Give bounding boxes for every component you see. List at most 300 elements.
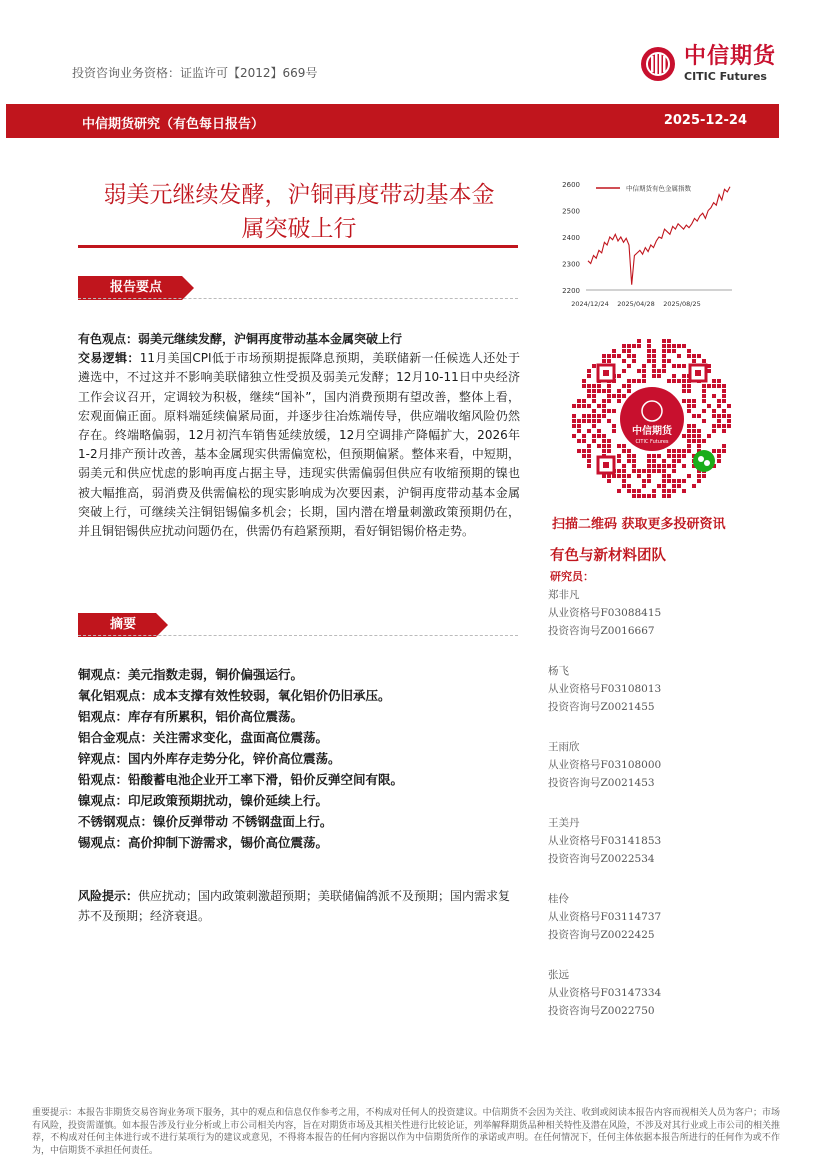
qr-module: [627, 459, 631, 463]
summary-heading: [78, 613, 518, 637]
qr-module: [712, 384, 716, 388]
analyst-name: 张远: [548, 969, 569, 981]
analyst-card: [548, 738, 661, 792]
qr-module: [727, 419, 731, 423]
qr-module: [627, 489, 631, 493]
qr-module: [662, 369, 666, 373]
qr-module: [652, 364, 656, 368]
qr-module: [582, 449, 586, 453]
qr-module: [697, 414, 701, 418]
qr-module: [692, 434, 696, 438]
analyst-cert: 从业资格号F03088415: [548, 607, 662, 619]
qr-module: [677, 344, 681, 348]
qr-module: [617, 469, 621, 473]
qr-module: [587, 449, 591, 453]
qr-module: [692, 424, 696, 428]
qr-module: [617, 394, 621, 398]
qr-module: [687, 429, 691, 433]
x-tick-label: 2024/12/24: [571, 300, 609, 308]
qr-module: [592, 434, 596, 438]
qr-module: [702, 394, 706, 398]
qr-module: [637, 339, 641, 343]
qr-module: [692, 429, 696, 433]
row-text: 美元指数走弱，铜价偏强运行。: [128, 667, 304, 682]
qr-module: [607, 399, 611, 403]
y-tick-label: 2200: [562, 287, 580, 295]
qr-module: [722, 414, 726, 418]
qr-module: [627, 349, 631, 353]
qr-module: [617, 489, 621, 493]
qr-module: [572, 419, 576, 423]
qr-module: [657, 484, 661, 488]
qr-module: [587, 429, 591, 433]
qr-module: [717, 454, 721, 458]
qr-module: [587, 374, 591, 378]
qr-center-cn: 中信期货: [632, 426, 672, 437]
qr-module: [627, 344, 631, 348]
qr-module: [722, 409, 726, 413]
qr-module: [632, 344, 636, 348]
qr-module: [692, 404, 696, 408]
qr-module: [717, 419, 721, 423]
header-banner: [6, 104, 779, 138]
qr-module: [662, 489, 666, 493]
qr-module: [672, 364, 676, 368]
qr-module: [627, 384, 631, 388]
qr-module: [617, 444, 621, 448]
qr-module: [722, 384, 726, 388]
row-text: 关注需求变化，盘面高位震荡。: [153, 730, 329, 745]
qr-module: [582, 439, 586, 443]
qr-module: [682, 449, 686, 453]
company-logo: [640, 44, 776, 83]
qr-module: [727, 404, 731, 408]
qr-module: [617, 389, 621, 393]
qr-module: [677, 449, 681, 453]
qr-module: [592, 409, 596, 413]
qr-module: [582, 379, 586, 383]
qr-module: [682, 379, 686, 383]
qr-module: [617, 474, 621, 478]
qr-module: [672, 379, 676, 383]
qr-module: [602, 409, 606, 413]
qr-module: [587, 414, 591, 418]
qr-module: [692, 439, 696, 443]
qr-module: [582, 419, 586, 423]
qr-module: [592, 424, 596, 428]
qr-module: [632, 489, 636, 493]
row-text: 印尼政策预期扰动，镍价延续上行。: [128, 793, 329, 808]
y-tick-label: 2500: [562, 207, 580, 216]
qr-module: [712, 429, 716, 433]
qr-module: [592, 394, 596, 398]
qr-module: [637, 369, 641, 373]
row-label: 镍观点：: [78, 793, 129, 808]
qr-module: [717, 424, 721, 428]
analyst-card: [548, 814, 661, 868]
qr-module: [637, 474, 641, 478]
qr-module: [602, 449, 606, 453]
row-label: 铅观点：: [78, 772, 129, 787]
qr-module: [702, 384, 706, 388]
qr-module: [627, 449, 631, 453]
qr-module: [597, 419, 601, 423]
qr-module: [702, 359, 706, 363]
qr-module: [672, 449, 676, 453]
qr-module: [617, 399, 621, 403]
analyst-card: [548, 662, 661, 716]
qr-module: [592, 439, 596, 443]
qr-module: [592, 384, 596, 388]
qr-module: [622, 444, 626, 448]
qr-module: [662, 344, 666, 348]
qr-module: [632, 359, 636, 363]
qr-module: [652, 459, 656, 463]
qr-module: [652, 469, 656, 473]
qr-module: [652, 349, 656, 353]
qr-module: [622, 394, 626, 398]
qr-module: [642, 479, 646, 483]
qr-module: [682, 479, 686, 483]
qr-module: [627, 474, 631, 478]
qr-module: [597, 404, 601, 408]
qr-module: [597, 414, 601, 418]
qr-module: [577, 404, 581, 408]
report-points-body: [78, 330, 520, 541]
qr-module: [642, 374, 646, 378]
qr-module: [657, 369, 661, 373]
qr-module: [647, 359, 651, 363]
analyst-advisory: 投资咨询号Z0021453: [548, 777, 655, 789]
qr-module: [627, 364, 631, 368]
qr-module: [697, 474, 701, 478]
qr-module: [647, 454, 651, 458]
qr-module: [607, 409, 611, 413]
report-points-heading: [78, 276, 518, 300]
qr-module: [592, 419, 596, 423]
qr-module: [707, 434, 711, 438]
qr-module: [667, 344, 671, 348]
qr-module: [582, 404, 586, 408]
qr-module: [612, 429, 616, 433]
qr-module: [647, 339, 651, 343]
qr-module: [647, 354, 651, 358]
qr-module: [697, 444, 701, 448]
qr-module: [687, 449, 691, 453]
qr-module: [607, 359, 611, 363]
qr-module: [702, 389, 706, 393]
qr-module: [667, 454, 671, 458]
qr-module: [712, 449, 716, 453]
qr-module: [622, 449, 626, 453]
analyst-cert: 从业资格号F03108013: [548, 683, 662, 695]
qr-module: [572, 434, 576, 438]
summary-row-alumina: [78, 685, 520, 706]
row-label: 氧化铝观点：: [78, 688, 154, 703]
qr-module: [582, 454, 586, 458]
qr-module: [602, 434, 606, 438]
row-label: 铝合金观点：: [78, 730, 154, 745]
qr-module: [587, 464, 591, 468]
qr-module: [662, 464, 666, 468]
logic-paragraph: [78, 349, 520, 541]
series-line: [588, 187, 730, 285]
qr-module: [687, 434, 691, 438]
analyst-name: 郑非凡: [548, 589, 580, 601]
qr-module: [687, 354, 691, 358]
qr-module: [637, 344, 641, 348]
qr-module: [607, 444, 611, 448]
row-text: 成本支撑有效性较弱，氧化铝价仍旧承压。: [153, 688, 391, 703]
qr-module: [652, 494, 656, 498]
analyst-name: 王美丹: [548, 817, 580, 829]
qr-module: [672, 484, 676, 488]
qr-module: [647, 494, 651, 498]
qr-module: [682, 374, 686, 378]
qr-module: [587, 419, 591, 423]
qr-module: [682, 364, 686, 368]
qr-module: [672, 489, 676, 493]
analyst-name: 桂伶: [548, 893, 569, 905]
qr-module: [602, 359, 606, 363]
qr-module: [582, 434, 586, 438]
qr-module: [607, 354, 611, 358]
qr-module: [662, 359, 666, 363]
summary-row-copper: [78, 664, 520, 685]
qr-module: [677, 454, 681, 458]
view-label: 有色观点：: [78, 332, 139, 346]
qr-module: [607, 389, 611, 393]
qr-module: [647, 344, 651, 348]
qr-module: [577, 439, 581, 443]
qr-module: [667, 494, 671, 498]
qr-module: [607, 439, 611, 443]
qr-module: [707, 404, 711, 408]
analyst-cert: 从业资格号F03141853: [548, 835, 662, 847]
qr-module: [682, 399, 686, 403]
qr-module: [682, 389, 686, 393]
qr-module: [672, 479, 676, 483]
qr-module: [667, 449, 671, 453]
qr-module: [602, 399, 606, 403]
qr-module: [677, 484, 681, 488]
qr-module: [702, 419, 706, 423]
qr-module: [667, 474, 671, 478]
qr-module: [717, 449, 721, 453]
qr-finder-core: [603, 370, 609, 376]
analyst-card: [548, 890, 661, 944]
qr-module: [697, 439, 701, 443]
qr-module: [642, 364, 646, 368]
qr-module: [637, 494, 641, 498]
qr-module: [662, 364, 666, 368]
qr-module: [587, 454, 591, 458]
qr-module: [632, 464, 636, 468]
qr-module: [572, 414, 576, 418]
qr-module: [717, 404, 721, 408]
analyst-advisory: 投资咨询号Z0022750: [548, 1005, 655, 1017]
qr-module: [602, 439, 606, 443]
disclaimer: 重要提示：本报告非期货交易咨询业务项下服务，其中的观点和信息仅作参考之用，不构成对任何人的投资建议。中信期货不会因为关注、收到或阅读本报告内容而视相关人员为客户；市场有风险，投资需谨慎。如本报告涉及行业分析或上市公司相关内容，旨在对期货市场及其相关性进行比较论证，列举解释期货品种相关特性及潜在风险，不涉及对其行业或上市公司的相关推荐，不构成对任何主体进行或不进行某项行为的建议或意见，不得将本报告的任何内容据以作为中信期货所作的承诺或声明。在任何情况下，任何主体依据本报告所进行的任何作为或不作为，中信期货不承担任何责任。: [32, 1108, 780, 1156]
qr-module: [572, 404, 576, 408]
qr-module: [677, 459, 681, 463]
qr-module: [707, 384, 711, 388]
qr-module: [682, 489, 686, 493]
qr-module: [657, 374, 661, 378]
qr-module: [647, 474, 651, 478]
qr-module: [687, 439, 691, 443]
qr-module: [697, 479, 701, 483]
qr-module: [722, 429, 726, 433]
qr-module: [657, 469, 661, 473]
qr-module: [717, 459, 721, 463]
qr-module: [617, 374, 621, 378]
analyst-advisory: 投资咨询号Z0016667: [548, 625, 655, 637]
qr-module: [667, 359, 671, 363]
qr-module: [617, 354, 621, 358]
qr-module: [607, 394, 611, 398]
qr-module: [657, 454, 661, 458]
qr-module: [667, 464, 671, 468]
qr-module: [622, 479, 626, 483]
qr-module: [717, 414, 721, 418]
wechat-mini-program-icon: [693, 450, 715, 472]
qr-module: [667, 489, 671, 493]
team-name: 有色与新材料团队: [550, 548, 666, 564]
qr-code[interactable]: [568, 335, 736, 503]
qr-module: [692, 414, 696, 418]
qr-module: [587, 389, 591, 393]
qr-module: [627, 389, 631, 393]
analyst-name: 王雨欣: [548, 741, 580, 753]
qr-module: [652, 354, 656, 358]
qr-module: [622, 469, 626, 473]
qr-module: [687, 349, 691, 353]
qr-module: [677, 364, 681, 368]
qr-module: [717, 399, 721, 403]
qr-module: [602, 354, 606, 358]
qr-module: [682, 384, 686, 388]
qr-module: [592, 364, 596, 368]
divider: [78, 298, 518, 299]
qr-module: [652, 454, 656, 458]
qr-module: [652, 369, 656, 373]
qr-module: [617, 459, 621, 463]
qr-module: [717, 384, 721, 388]
title-line-2: 属突破上行: [241, 216, 357, 242]
qr-module: [702, 439, 706, 443]
qr-module: [632, 469, 636, 473]
y-tick-label: 2600: [562, 181, 580, 189]
qr-module: [682, 454, 686, 458]
qr-module: [612, 394, 616, 398]
qr-module: [647, 469, 651, 473]
qr-module: [677, 354, 681, 358]
qr-module: [702, 474, 706, 478]
qr-module: [662, 469, 666, 473]
row-label: 锡观点：: [78, 835, 129, 850]
qr-module: [582, 414, 586, 418]
qr-module: [572, 424, 576, 428]
qr-module: [602, 389, 606, 393]
qr-module: [622, 464, 626, 468]
qr-module: [627, 354, 631, 358]
qr-module: [682, 464, 686, 468]
qr-module: [697, 354, 701, 358]
qr-module: [622, 369, 626, 373]
qr-module: [612, 354, 616, 358]
qr-module: [652, 374, 656, 378]
qr-module: [647, 349, 651, 353]
qr-module: [672, 464, 676, 468]
qr-module: [592, 399, 596, 403]
qr-module: [662, 474, 666, 478]
qr-module: [672, 349, 676, 353]
qr-module: [707, 369, 711, 373]
qr-module: [597, 384, 601, 388]
qr-module: [627, 454, 631, 458]
logo-en: CITIC Futures: [684, 70, 767, 83]
qr-module: [587, 444, 591, 448]
qr-module: [707, 364, 711, 368]
qr-module: [612, 409, 616, 413]
risk-text: 供应扰动；国内政策刺激超预期；美联储偏鸽派不及预期；国内需求复苏不及预期；经济衰退。: [78, 889, 511, 923]
view-text: 弱美元继续发酵，沪铜再度带动基本金属突破上行: [138, 332, 403, 346]
risk-note: [78, 886, 520, 926]
title-line-1: 弱美元继续发酵，沪铜再度带动基本金: [103, 182, 495, 208]
summary-tag: 摘要: [78, 613, 156, 637]
qr-module: [577, 419, 581, 423]
qr-module: [662, 349, 666, 353]
qr-module: [662, 459, 666, 463]
row-text: 国内外库存走势分化，锌价高位震荡。: [128, 751, 341, 766]
qr-module: [632, 454, 636, 458]
qr-module: [687, 404, 691, 408]
qr-module: [632, 459, 636, 463]
qr-module: [577, 449, 581, 453]
qr-module: [672, 469, 676, 473]
qr-module: [577, 424, 581, 428]
qr-module: [687, 474, 691, 478]
qr-module: [622, 359, 626, 363]
qr-module: [682, 344, 686, 348]
summary-row-tin: [78, 832, 520, 853]
row-label: 不锈钢观点：: [78, 814, 154, 829]
qr-module: [642, 379, 646, 383]
qr-module: [712, 409, 716, 413]
analyst-card: [548, 966, 661, 1020]
qr-module: [602, 414, 606, 418]
qr-module: [697, 429, 701, 433]
qr-module: [587, 369, 591, 373]
qr-module: [692, 399, 696, 403]
qr-module: [587, 459, 591, 463]
qr-module: [647, 479, 651, 483]
qr-module: [622, 484, 626, 488]
qr-module: [622, 344, 626, 348]
qr-module: [687, 384, 691, 388]
summary-row-aluminum: [78, 706, 520, 727]
qr-module: [607, 449, 611, 453]
qr-module: [667, 339, 671, 343]
analyst-cert: 从业资格号F03108000: [548, 759, 662, 771]
summary-row-al-alloy: [78, 727, 520, 748]
qr-module: [687, 399, 691, 403]
summary-row-nickel: [78, 790, 520, 811]
row-text: 铅酸蓄电池企业开工率下滑，铅价反弹空间有限。: [128, 772, 404, 787]
qr-module: [712, 414, 716, 418]
row-label: 铜观点：: [78, 667, 129, 682]
